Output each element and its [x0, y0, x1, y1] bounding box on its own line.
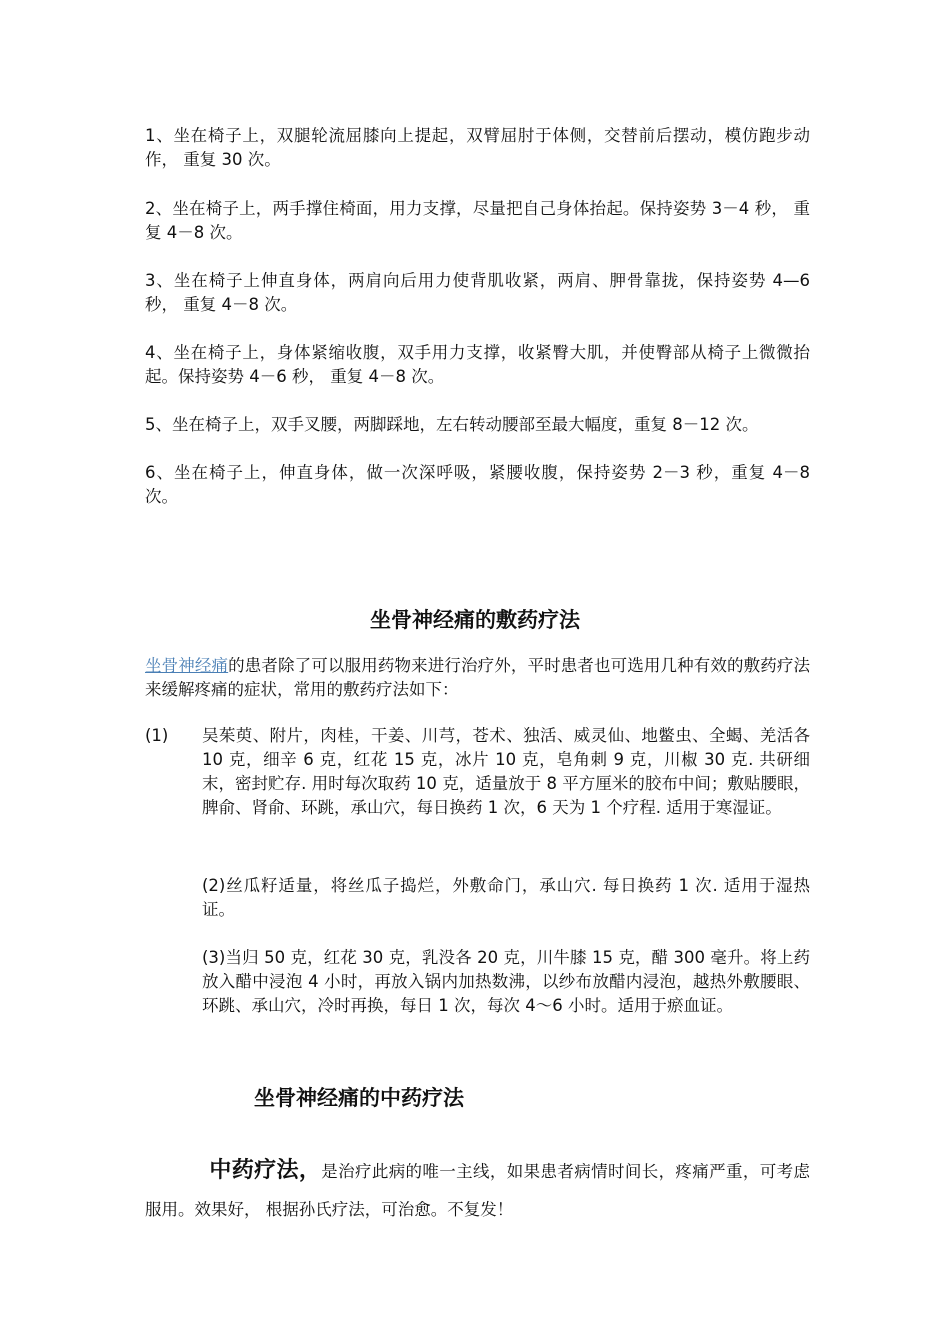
exercise-1: 1、坐在椅子上，双腿轮流屈膝向上提起，双臂屈肘于体侧，交替前后摆动，模仿跑步动作， 重复 30 次。 — [145, 126, 810, 169]
exercise-2: 2、坐在椅子上，两手撑住椅面，用力支撑，尽量把自己身体抬起。保持姿势 3－4 秒， 重复 4－8 次。 — [145, 199, 810, 242]
section-title-compress: 坐骨神经痛的敷药疗法 — [370, 608, 580, 632]
intro-text: 的患者除了可以服用药物来进行治疗外，平时患者也可选用几种有效的敷药疗法来缓解疼痛的症状，常用的敷药疗法如下： — [145, 656, 811, 699]
list-item: (2)丝瓜籽适量，将丝瓜子捣烂，外敷命门，承山穴. 每日换药 1 次. 适用于湿热证。 — [202, 876, 810, 919]
list-marker: (1) — [145, 726, 169, 745]
herbal-text: 是治疗此病的唯一主线，如果患者病情时间长，疼痛严重，可考虑服用。效果好， 根据孙氏疗法，可治愈。不复发！ — [145, 1162, 810, 1219]
exercise-3: 3、坐在椅子上伸直身体，两肩向后用力使背肌收紧，两肩、胛骨靠拢，保持姿势 4—6 秒， 重复 4－8 次。 — [145, 271, 810, 314]
list-item: 吴茱萸、附片，肉桂，干姜、川芎，苍术、独活、威灵仙、地鳖虫、全蝎、羌活各 10 克，细辛 6 克，红花 15 克，冰片 10 克，皂角刺 9 克，川椒 30 克. 共研细末，密封贮存. 用时每次取药 10 克，适量放于 8 平方厘米的胶布中间；敷贴腰眼，脾俞、肾俞、环跳，承山穴，每日换药 1 次，6 天为 1 个疗程. 适用于寒湿证。 — [202, 726, 810, 817]
section-title-herbal: 坐骨神经痛的中药疗法 — [254, 1086, 464, 1110]
herbal-paragraph — [145, 1152, 810, 1229]
exercise-4: 4、坐在椅子上，身体紧缩收腹，双手用力支撑，收紧臀大肌，并使臀部从椅子上微微抬起。保持姿势 4－6 秒， 重复 4－8 次。 — [145, 343, 810, 386]
exercise-6: 6、坐在椅子上，伸直身体，做一次深呼吸，紧腰收腹，保持姿势 2－3 秒，重复 4－8 次。 — [145, 463, 810, 506]
sciatica-link[interactable]: 坐骨神经痛 — [145, 656, 229, 675]
herbal-lead: 中药疗法， — [209, 1158, 322, 1183]
list-item: (3)当归 50 克，红花 30 克，乳没各 20 克，川牛膝 15 克，醋 300 毫升。将上药放入醋中浸泡 4 小时，再放入锅内加热数沸，以纱布放醋内浸泡，越热外敷腰眼、环跳、承山穴，冷时再换，每日 1 次，每次 4～6 小时。适用于瘀血证。 — [202, 948, 810, 1015]
exercise-5: 5、坐在椅子上，双手叉腰，两脚踩地，左右转动腰部至最大幅度，重复 8－12 次。 — [145, 415, 759, 434]
section-intro — [145, 654, 810, 702]
